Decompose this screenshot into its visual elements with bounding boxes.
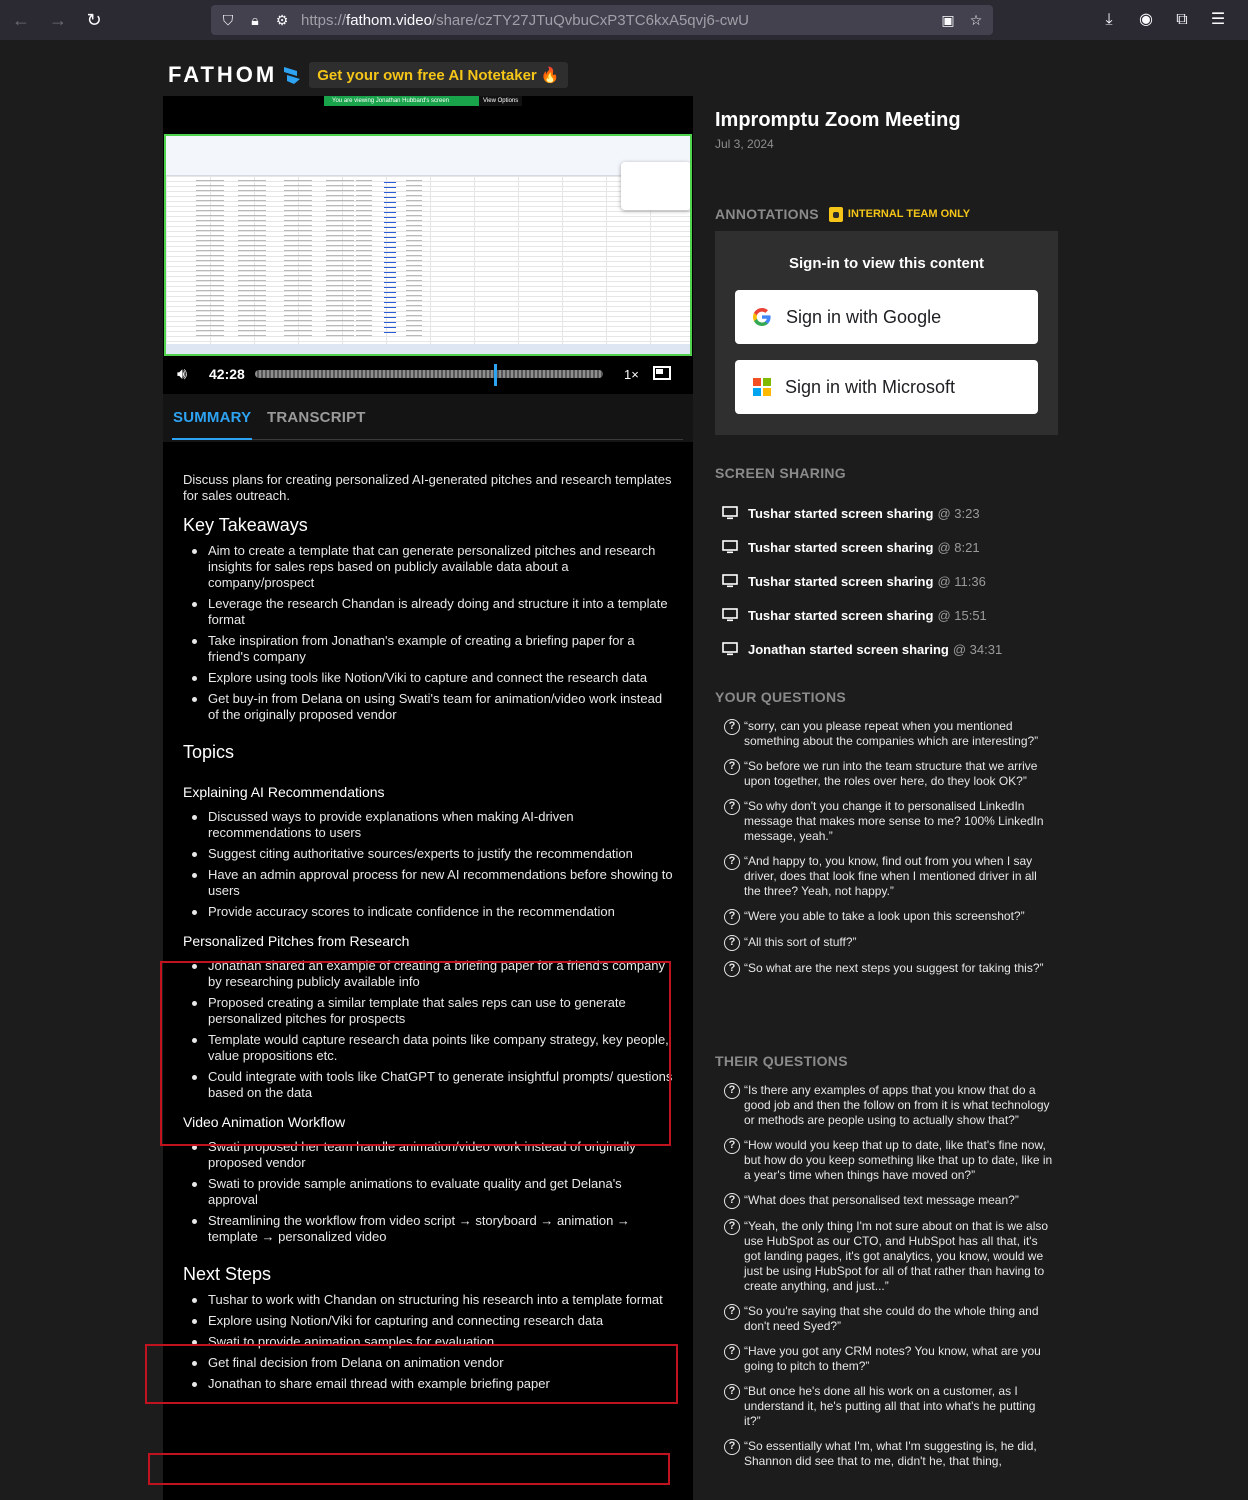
screen-share-name: Jonathan started screen sharing xyxy=(748,641,949,657)
question-icon: ? xyxy=(724,1138,740,1154)
url-text[interactable] xyxy=(301,12,749,29)
spreadsheet-column xyxy=(284,180,312,336)
question-icon: ? xyxy=(724,759,740,775)
their-questions-label: THEIR QUESTIONS xyxy=(715,1053,848,1069)
your-questions-label: YOUR QUESTIONS xyxy=(715,689,846,705)
browser-toolbar xyxy=(0,0,1248,40)
annotations-label: ANNOTATIONS xyxy=(715,206,819,222)
topics-heading: Topics xyxy=(183,742,235,762)
question-icon: ? xyxy=(724,1219,740,1235)
spreadsheet-column xyxy=(238,180,266,336)
shield-icon[interactable]: ⛉ xyxy=(222,12,234,28)
list-item: Take inspiration from Jonathan's example of creating a briefing paper for a friend's company xyxy=(183,633,673,665)
screen-share-name: Tushar started screen sharing xyxy=(748,573,934,589)
list-item: Get final decision from Delana on animation vendor xyxy=(183,1355,673,1371)
spreadsheet-toolbar xyxy=(166,136,690,176)
microsoft-icon xyxy=(753,378,771,396)
sign-in-microsoft-label: Sign in with Microsoft xyxy=(785,376,956,397)
key-takeaways-list xyxy=(183,543,673,723)
question-text: “But once he's done all his work on a customer, as I understand it, he's putting all that into what's he putting it?” xyxy=(744,1384,1036,1428)
question-item[interactable] xyxy=(724,961,1054,977)
question-text: “So before we run into the team structure that we arrive upon together, the roles over here, do they look OK?” xyxy=(744,759,1038,788)
sign-in-google-label: Sign in with Google xyxy=(786,306,942,327)
question-item[interactable] xyxy=(724,1439,1054,1469)
page xyxy=(0,40,1248,1500)
question-text: “How would you keep that up to date, like that's fine now, but how do you keep something like that up to date, like in a year's time when things have moved on?” xyxy=(744,1138,1053,1182)
their-questions-list xyxy=(724,1083,1054,1479)
brand-header xyxy=(168,62,568,88)
picture-in-picture-icon[interactable] xyxy=(653,366,671,380)
list-item: Proposed creating a similar template that sales reps can use to generate personalized pitches for prospects xyxy=(183,995,673,1027)
screen-share-event[interactable] xyxy=(722,564,1052,598)
screen-share-event[interactable] xyxy=(722,530,1052,564)
signin-title: Sign-in to view this content xyxy=(789,255,984,272)
list-item: Swati to provide animation samples for evaluation xyxy=(183,1334,673,1350)
question-icon: ? xyxy=(724,1193,740,1209)
topic-list xyxy=(183,809,673,920)
screen-sharing-label: SCREEN SHARING xyxy=(715,465,846,481)
question-item[interactable] xyxy=(724,935,1054,951)
spreadsheet-column xyxy=(406,180,422,336)
question-icon: ? xyxy=(724,854,740,870)
tab-transcript[interactable]: TRANSCRIPT xyxy=(267,409,366,426)
bookmark-star-icon[interactable]: ☆ xyxy=(969,12,983,28)
progress-bar[interactable] xyxy=(255,370,603,378)
question-item[interactable] xyxy=(724,1304,1054,1334)
menu-icon[interactable]: ☰ xyxy=(1210,11,1226,28)
promo-link[interactable]: Get your own free AI Notetaker 🔥 xyxy=(309,62,567,88)
topic-list xyxy=(183,958,673,1101)
meeting-date: Jul 3, 2024 xyxy=(715,137,774,151)
back-icon[interactable]: ← xyxy=(12,10,30,30)
signin-card xyxy=(715,231,1058,435)
url-bar[interactable] xyxy=(211,5,993,35)
extensions-icon[interactable]: ⧉ xyxy=(1176,11,1188,28)
question-item[interactable] xyxy=(724,854,1054,899)
list-item: Jonathan shared an example of creating a briefing paper for a friend's company by researching publicly available info xyxy=(183,958,673,990)
screen-share-event[interactable] xyxy=(722,632,1052,666)
list-item: Swati proposed her team handle animation/video work instead of originally proposed vendor xyxy=(183,1139,673,1171)
question-item[interactable] xyxy=(724,719,1054,749)
current-time: 42:28 xyxy=(209,366,245,382)
meeting-title: Impromptu Zoom Meeting xyxy=(715,109,961,131)
url-scheme: https:// xyxy=(301,12,347,29)
list-item: Tushar to work with Chandan on structuring his research into a template format xyxy=(183,1292,673,1308)
monitor-icon xyxy=(722,574,738,588)
question-text: “So what are the next steps you suggest for taking this?” xyxy=(744,961,1044,975)
list-item: Template would capture research data points like company strategy, key people, value propositions etc. xyxy=(183,1032,673,1064)
sign-in-microsoft-button[interactable] xyxy=(735,360,1038,414)
question-text: “What does that personalised text message mean?” xyxy=(744,1193,1019,1207)
spreadsheet-column xyxy=(196,180,224,336)
question-text: “So essentially what I'm, what I'm suggesting is, he did, Shannon did see that to me, didn't he, that thing, xyxy=(744,1439,1037,1468)
monitor-icon xyxy=(722,608,738,622)
topic-heading: Personalized Pitches from Research xyxy=(183,933,410,949)
url-path: /share/czTY27JTuQvbuCxP3TC6kxA5qvj6-cwU xyxy=(431,12,749,29)
monitor-icon xyxy=(722,506,738,520)
question-icon: ? xyxy=(724,1439,740,1455)
reader-view-icon[interactable]: ▣ xyxy=(941,12,955,28)
forward-icon[interactable]: → xyxy=(49,10,67,30)
lock-icon[interactable]: 🔒︎ xyxy=(251,12,259,28)
downloads-icon[interactable]: ⤓ xyxy=(1105,11,1113,28)
list-item: Aim to create a template that can generate personalized pitches and research insights for sales reps based on publicly available data about a company/prospect xyxy=(183,543,673,591)
question-item[interactable] xyxy=(724,1083,1054,1128)
screen-share-event[interactable] xyxy=(722,598,1052,632)
list-item: Streamlining the workflow from video script → storyboard → animation → template → personalized video xyxy=(183,1213,673,1245)
tab-bar xyxy=(163,394,693,442)
topic-heading: Explaining AI Recommendations xyxy=(183,784,385,800)
view-options-button[interactable]: View Options xyxy=(479,96,522,106)
question-icon: ? xyxy=(724,1384,740,1400)
screen-share-time[interactable]: @ 8:21 xyxy=(937,539,980,555)
question-text: “sorry, can you please repeat when you mentioned something about the companies which are interesting?” xyxy=(744,719,1039,748)
key-takeaways-heading: Key Takeaways xyxy=(183,515,308,535)
list-item: Jonathan to share email thread with example briefing paper xyxy=(183,1376,673,1392)
list-item: Explore using Notion/Viki for capturing and connecting research data xyxy=(183,1313,673,1329)
question-item[interactable] xyxy=(724,1138,1054,1183)
question-item[interactable] xyxy=(724,1193,1054,1209)
question-item[interactable] xyxy=(724,1219,1054,1294)
tab-active-indicator xyxy=(172,438,252,440)
video-controls xyxy=(163,356,693,394)
list-item: Swati to provide sample animations to evaluate quality and get Delana's approval xyxy=(183,1176,673,1208)
question-icon: ? xyxy=(724,935,740,951)
question-text: “Have you got any CRM notes? You know, what are you going to pitch to them?” xyxy=(744,1344,1041,1373)
question-icon: ? xyxy=(724,1083,740,1099)
summary-content xyxy=(183,472,673,1405)
spreadsheet-link-column xyxy=(384,182,396,336)
shared-screen-frame xyxy=(164,134,692,356)
left-panel xyxy=(163,96,693,1500)
video-player[interactable] xyxy=(163,96,693,394)
summary-intro: Discuss plans for creating personalized AI-generated pitches and research templates for sales outreach. xyxy=(183,472,672,503)
question-text: “Yeah, the only thing I'm not sure about on that is we also use HubSpot as our CTO, and HubSpot has all that, it's got landing pages, it's got analytics, you know, would we just be using HubSpot for all of that rather than having to create anything, and just...” xyxy=(744,1219,1049,1293)
list-item: Suggest citing authoritative sources/experts to justify the recommendation xyxy=(183,846,673,862)
viewing-banner xyxy=(324,96,534,106)
question-text: “All this sort of stuff?” xyxy=(744,935,857,949)
url-host: fathom.video xyxy=(346,12,432,29)
fathom-logo[interactable]: FATHOM xyxy=(168,62,278,87)
question-text: “Is there any examples of apps that you know that do a good job and then the follow on from it is what technology or methods are people using to actually show that?” xyxy=(744,1083,1050,1127)
topic-list xyxy=(183,1139,673,1245)
question-icon: ? xyxy=(724,961,740,977)
question-item[interactable] xyxy=(724,1384,1054,1429)
fathom-logo-icon xyxy=(283,65,301,85)
screen-share-time[interactable]: @ 3:23 xyxy=(937,505,980,521)
your-questions-list xyxy=(724,719,1054,987)
question-icon: ? xyxy=(724,719,740,735)
account-avatar-icon[interactable]: ◉ xyxy=(1139,11,1153,28)
list-item: Have an admin approval process for new AI recommendations before showing to users xyxy=(183,867,673,899)
next-steps-list xyxy=(183,1292,673,1392)
screen-share-name: Tushar started screen sharing xyxy=(748,505,934,521)
screen-share-name: Tushar started screen sharing xyxy=(748,539,934,555)
internal-badge-label: INTERNAL TEAM ONLY xyxy=(847,208,971,220)
topic-heading: Video Animation Workflow xyxy=(183,1114,346,1130)
tab-summary[interactable]: SUMMARY xyxy=(173,409,252,426)
list-item: Get buy-in from Delana on using Swati's team for animation/video work instead of the originally proposed vendor xyxy=(183,691,673,723)
volume-icon[interactable]: 🔊︎ xyxy=(177,366,188,383)
annotations-header xyxy=(715,206,970,222)
right-panel xyxy=(715,96,1060,1468)
question-item[interactable] xyxy=(724,799,1054,844)
monitor-icon xyxy=(722,540,738,554)
question-icon: ? xyxy=(724,909,740,925)
list-item: Leverage the research Chandan is already doing and structure it into a template format xyxy=(183,596,673,628)
spreadsheet-column xyxy=(326,180,354,336)
spreadsheet-column xyxy=(356,180,372,336)
windows-taskbar xyxy=(166,344,690,354)
question-text: “So why don't you change it to personalised LinkedIn message that makes more sense to me? 100% LinkedIn message, yeah.” xyxy=(744,799,1044,843)
internal-badge xyxy=(829,207,970,222)
reload-icon[interactable]: ↻ xyxy=(86,10,102,30)
question-item[interactable] xyxy=(724,909,1054,925)
screen-share-name: Tushar started screen sharing xyxy=(748,607,934,623)
next-steps-heading: Next Steps xyxy=(183,1264,272,1284)
question-item[interactable] xyxy=(724,1344,1054,1374)
lock-icon xyxy=(829,207,843,222)
screen-share-time[interactable]: @ 34:31 xyxy=(952,641,1003,657)
sign-in-google-button[interactable] xyxy=(735,290,1038,344)
playback-speed-button[interactable]: 1× xyxy=(624,367,639,382)
share-popup xyxy=(621,162,691,210)
playhead[interactable] xyxy=(494,364,497,386)
question-item[interactable] xyxy=(724,759,1054,789)
screen-share-event[interactable] xyxy=(722,496,1052,530)
list-item: Explore using tools like Notion/Viki to capture and connect the research data xyxy=(183,670,673,686)
screen-sharing-list xyxy=(722,496,1052,666)
question-icon: ? xyxy=(724,1304,740,1320)
question-icon: ? xyxy=(724,1344,740,1360)
screen-share-time[interactable]: @ 15:51 xyxy=(937,607,987,623)
permissions-icon[interactable]: ⚙ xyxy=(275,12,289,28)
list-item: Discussed ways to provide explanations when making AI-driven recommendations to users xyxy=(183,809,673,841)
viewing-banner-text: You are viewing Jonathan Hubbard's screen xyxy=(324,96,479,106)
list-item: Provide accuracy scores to indicate confidence in the recommendation xyxy=(183,904,673,920)
question-text: “And happy to, you know, find out from you when I say driver, does that look fine when I mentioned driver in all the three? Yeah, not happy.” xyxy=(744,854,1037,898)
question-text: “So you're saying that she could do the whole thing and don't need Syed?” xyxy=(744,1304,1039,1333)
question-text: “Were you able to take a look upon this screenshot?” xyxy=(744,909,1025,923)
google-icon xyxy=(752,307,772,327)
monitor-icon xyxy=(722,642,738,656)
question-icon: ? xyxy=(724,799,740,815)
list-item: Could integrate with tools like ChatGPT to generate insightful prompts/ questions based on the data xyxy=(183,1069,673,1101)
screen-share-time[interactable]: @ 11:36 xyxy=(937,573,986,589)
